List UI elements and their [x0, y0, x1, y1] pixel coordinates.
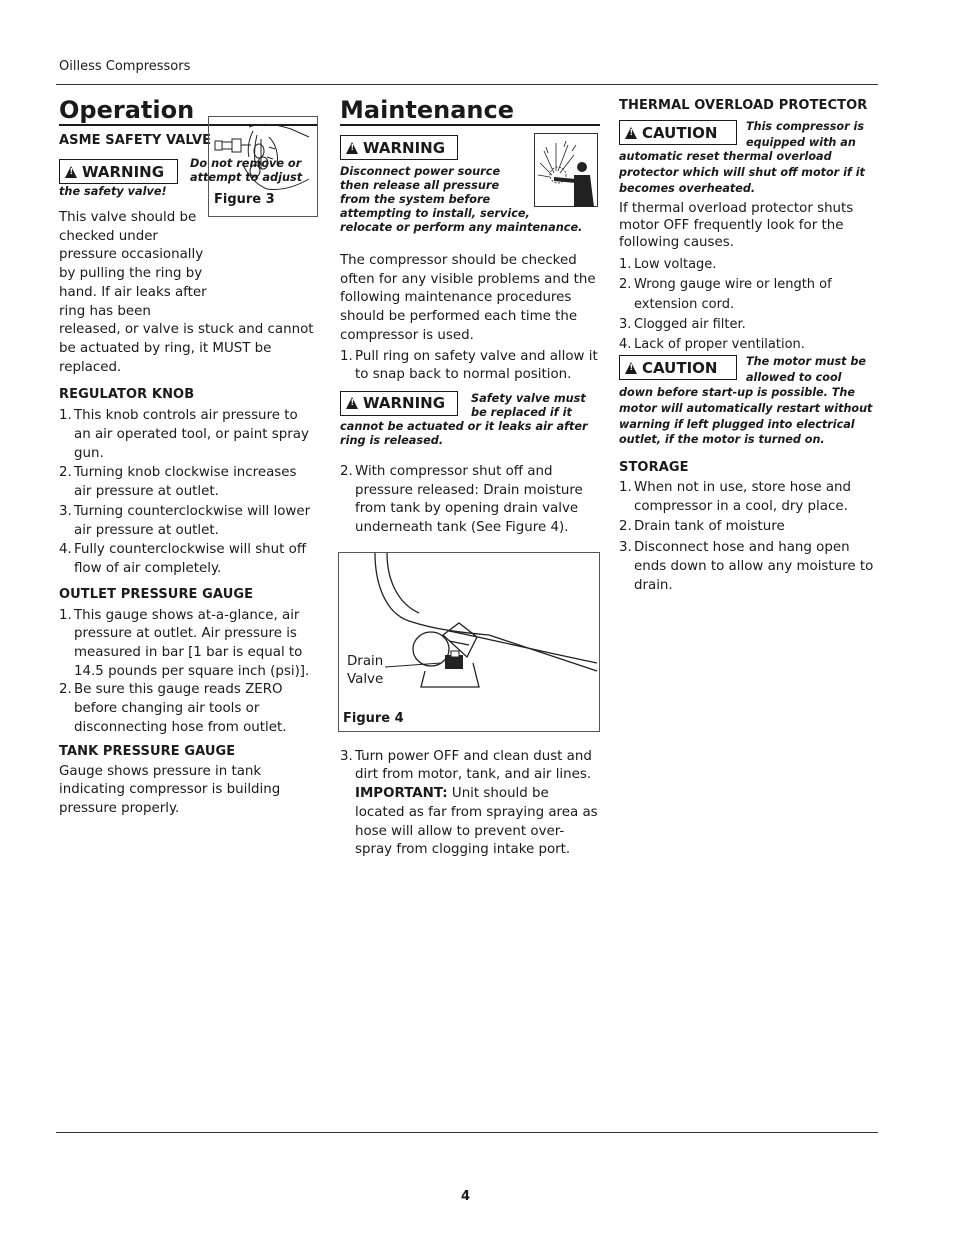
- drain-valve-illustration: [339, 553, 599, 731]
- asme-line-1: This valve should be: [59, 210, 197, 225]
- list-item: 1. Low voltage.: [619, 257, 717, 272]
- safety-valve-warning: [340, 391, 600, 451]
- asme-line-3: pressure occasionally: [59, 247, 204, 263]
- figure-4: [338, 552, 600, 732]
- outlet-list: [59, 607, 317, 738]
- asme-body-cont: released, or valve is stuck and cannot be actuated by ring, it MUST be replaced.: [59, 322, 314, 375]
- asme-heading: ASME SAFETY VALVE: [59, 133, 212, 148]
- motor-caution-line2: allowed to cool: [746, 370, 842, 384]
- figure-3: [208, 116, 318, 217]
- warning-triangle-icon: [346, 397, 358, 409]
- storage-list: [619, 479, 881, 595]
- maint-warning-line1: Disconnect power source: [340, 165, 501, 178]
- list-item: 3. Clogged air filter.: [619, 317, 746, 332]
- tank-text: Gauge shows pressure in tank indicating compressor is building pressure properly.: [59, 763, 281, 816]
- maint-warning-line3: from the system before: [340, 193, 491, 206]
- asme-warning-line2: attempt to adjust: [190, 171, 303, 184]
- important-text: Unit should be located as far from spraying area as hose will allow to prevent over-spray from clogging intake port.: [355, 786, 598, 858]
- asme-line-5: hand. If air leaks after: [59, 284, 207, 300]
- list-item: 1. This knob controls air pressure to an air operated tool, or paint spray gun.: [59, 408, 309, 461]
- warning-triangle-icon: [65, 166, 77, 178]
- motor-caution-rest: down before start-up is possible. The motor will automatically restart without warning if left plugged into electrical outlet, if the motor is turned on.: [619, 386, 873, 447]
- maint-warning-line2: then release all pressure: [340, 179, 500, 192]
- thermal-caution-line1: This compressor is: [746, 120, 864, 133]
- asme-line-2: checked under: [59, 228, 158, 244]
- page-number: 4: [461, 1189, 471, 1204]
- caution-badge: ! CAUTION: [619, 120, 737, 145]
- list-item: 2. Drain tank of moisture: [619, 519, 785, 535]
- valve-warning-rest: cannot be actuated or it leaks air after ring is released.: [340, 419, 588, 447]
- warning-triangle-icon: [346, 142, 358, 154]
- figure-4-label: Figure 4: [343, 710, 404, 726]
- list-item: 2. Wrong gauge wire or length of extension cord.: [619, 277, 832, 312]
- caution-badge: ! CAUTION: [619, 355, 737, 380]
- list-item: 3. Disconnect hose and hang open ends down to allow any moisture to drain.: [619, 540, 874, 593]
- asme-body: [59, 209, 317, 377]
- thermal-column: [619, 96, 881, 595]
- warning-badge: ! WARNING: [340, 391, 458, 416]
- operation-title: Operation: [59, 96, 317, 126]
- outlet-heading: OUTLET PRESSURE GAUGE: [59, 586, 254, 602]
- thermal-causes-list: [619, 255, 881, 355]
- motor-caution-line1: The motor must be: [746, 355, 866, 368]
- list-item: 2. With compressor shut off and pressure released: Drain moisture from tank by opening drain valve underneath tank (See Figure 4).: [340, 463, 583, 536]
- list-item: 3. Turn power OFF and clean dust and dirt from motor, tank, and air lines. IMPORTANT: Unit should be located as far from spraying area as hose will allow to prevent over-spray from clogging intake port.: [340, 748, 598, 858]
- maintenance-step-2: [340, 463, 600, 538]
- important-label: IMPORTANT:: [355, 786, 448, 802]
- list-item: 1. Pull ring on safety valve and allow it to snap back to normal position.: [340, 348, 598, 383]
- caution-triangle-icon: [625, 362, 637, 374]
- bottom-rule: [56, 1132, 878, 1133]
- maint-warning-line4: attempting to install, service,: [340, 207, 530, 220]
- maintenance-step-3: [340, 748, 600, 860]
- storage-heading: STORAGE: [619, 460, 689, 475]
- warning-badge: ! WARNING: [340, 135, 458, 160]
- top-rule: [56, 84, 878, 85]
- list-item: 4. Fully counterclockwise will shut off flow of air completely.: [59, 542, 307, 576]
- list-item: 3. Turning counterclockwise will lower air pressure at outlet.: [59, 503, 311, 538]
- maintenance-column: [340, 96, 600, 860]
- regulator-heading: REGULATOR KNOB: [59, 387, 195, 403]
- figure-3-label: Figure 3: [214, 192, 275, 207]
- thermal-caution: [619, 120, 881, 194]
- valve-warning-line1: Safety valve must: [471, 391, 586, 405]
- warning-badge: ! WARNING: [59, 159, 178, 184]
- regulator-list: [59, 407, 317, 578]
- asme-warning-line1: Do not remove or: [190, 157, 302, 170]
- list-item: 2. Turning knob clockwise increases air pressure at outlet.: [59, 465, 297, 500]
- thermal-caution-line2: equipped with an: [746, 135, 856, 149]
- valve-label: Valve: [347, 671, 384, 687]
- maintenance-title: Maintenance: [340, 96, 600, 126]
- list-item: 1. When not in use, store hose and compressor in a cool, dry place.: [619, 480, 852, 514]
- thermal-intro: If thermal overload protector shuts motor OFF frequently look for the following causes.: [619, 201, 854, 250]
- maintenance-step-1: [340, 348, 600, 385]
- list-item: 2. Be sure this gauge reads ZERO before changing air tools or disconnecting hose from outlet.: [59, 682, 287, 735]
- asme-warning-line3: the safety valve!: [59, 185, 167, 198]
- list-item: 1. This gauge shows at-a-glance, air pressure at outlet. Air pressure is measured in bar [1 bar is equal to 14.5 pounds per square inch (psi)].: [59, 607, 310, 679]
- asme-line-4: by pulling the ring by: [59, 266, 203, 282]
- tank-heading: TANK PRESSURE GAUGE: [59, 743, 236, 759]
- maint-warning-line5: relocate or perform any maintenance.: [340, 221, 583, 234]
- asme-line-6: ring has been: [59, 303, 151, 319]
- thermal-caution-rest: automatic reset thermal overload protector which will shut off motor if it becomes overheated.: [619, 150, 865, 195]
- maintenance-warning: [340, 135, 600, 238]
- thermal-heading: THERMAL OVERLOAD PROTECTOR: [619, 98, 868, 113]
- valve-warning-line2: be replaced if it: [471, 405, 572, 419]
- motor-caution: [619, 355, 881, 447]
- drain-label: Drain: [347, 653, 384, 669]
- maintenance-intro: The compressor should be checked often for any visible problems and the following maintenance procedures should be performed each time the compressor is used.: [340, 253, 596, 343]
- page-header: Oilless Compressors: [59, 59, 191, 74]
- caution-triangle-icon: [625, 127, 637, 139]
- list-item: 4. Lack of proper ventilation.: [619, 337, 805, 352]
